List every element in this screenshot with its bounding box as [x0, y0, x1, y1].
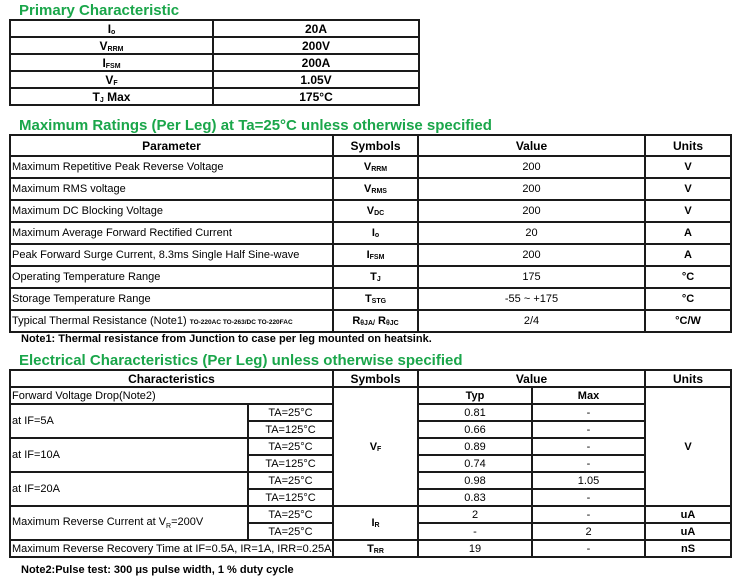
- header-typ: Typ: [418, 387, 532, 404]
- symbol-main: T: [367, 542, 374, 555]
- parameter-label: Maximum RMS voltage: [12, 183, 126, 195]
- electrical-characteristics-title: Electrical Characteristics (Per Leg) unless otherwise specified: [19, 352, 463, 369]
- table-row: [10, 387, 731, 404]
- symbol-subscript: J: [376, 276, 381, 283]
- recovery-time-label: Maximum Reverse Recovery Time at IF=0.5A, IR=1A, IRR=0.25A: [10, 540, 333, 557]
- typ-cell: 2: [418, 506, 532, 523]
- primary-value: 175°C: [213, 88, 419, 105]
- unit-cell: °C: [645, 288, 731, 310]
- parameter-cell: [10, 200, 333, 222]
- temperature-cell: TA=25°C: [248, 404, 333, 421]
- typ-cell: 0.66: [418, 421, 532, 438]
- condition-label: at IF=5A: [10, 404, 248, 438]
- unit-cell: V: [645, 156, 731, 178]
- unit-cell: V: [645, 178, 731, 200]
- symbol-main-2: R: [374, 315, 386, 327]
- symbol-main: I: [371, 227, 375, 239]
- label-text: =200V: [171, 515, 204, 528]
- symbol-cell: [333, 178, 418, 200]
- table-row: [10, 54, 419, 71]
- symbol-main: V: [363, 161, 372, 173]
- value-cell: 200: [418, 200, 645, 222]
- parameter-packages: TO-220AC TO-263/DC TO-220FAC: [189, 319, 293, 326]
- max-cell: 2: [532, 523, 645, 540]
- unit-cell: V: [645, 200, 731, 222]
- label-subscript: R: [166, 523, 172, 531]
- header-value: Value: [418, 370, 645, 387]
- symbol-subscript: R: [374, 522, 380, 529]
- temperature-cell: TA=25°C: [248, 472, 333, 489]
- max-cell: -: [532, 540, 645, 557]
- table-row: [10, 178, 731, 200]
- symbol-subscript: F: [113, 79, 118, 87]
- symbol-subscript: J: [99, 96, 104, 104]
- primary-characteristic-table: [9, 19, 420, 106]
- primary-value: 20A: [213, 20, 419, 37]
- vf-symbol: [333, 387, 418, 506]
- unit-cell: uA: [645, 523, 731, 540]
- max-ratings-table: [9, 134, 732, 333]
- symbol-cell: [333, 310, 418, 332]
- table-row: [10, 20, 419, 37]
- symbol-main: T: [364, 293, 372, 305]
- max-cell: -: [532, 404, 645, 421]
- max-cell: -: [532, 455, 645, 472]
- typ-cell: -: [418, 523, 532, 540]
- symbol-cell: [333, 222, 418, 244]
- symbol-subscript: RMS: [371, 188, 387, 195]
- unit-cell: A: [645, 222, 731, 244]
- max-ratings-title: Maximum Ratings (Per Leg) at Ta=25°C unless otherwise specified: [19, 117, 492, 134]
- symbol-main: I: [366, 249, 370, 261]
- primary-characteristic-title: Primary Characteristic: [19, 2, 180, 19]
- primary-value: 200A: [213, 54, 419, 71]
- symbol-main: V: [99, 38, 108, 53]
- max-cell: -: [532, 438, 645, 455]
- value-cell: 175: [418, 266, 645, 288]
- symbol-main: T: [92, 89, 100, 104]
- symbol-subscript: o: [111, 28, 116, 36]
- temperature-cell: TA=125°C: [248, 489, 333, 506]
- ir-symbol: [333, 506, 418, 540]
- forward-voltage-label: Forward Voltage Drop(Note2): [10, 387, 333, 404]
- max-cell: -: [532, 506, 645, 523]
- vf-unit: V: [645, 387, 731, 506]
- symbol-subscript: STG: [371, 298, 387, 305]
- trr-symbol: [333, 540, 418, 557]
- symbol-main: I: [107, 21, 112, 36]
- primary-symbol: [10, 37, 213, 54]
- parameter-cell: [10, 266, 333, 288]
- symbol-subscript-2: θJC: [385, 320, 399, 327]
- unit-cell: uA: [645, 506, 731, 523]
- header-row: [10, 370, 731, 387]
- condition-label: at IF=20A: [10, 472, 248, 506]
- symbol-subscript: θJA/: [360, 320, 375, 327]
- typ-cell: 0.83: [418, 489, 532, 506]
- parameter-label: Typical Thermal Resistance (Note1): [12, 315, 187, 327]
- symbol-cell: [333, 244, 418, 266]
- table-row: [10, 88, 419, 105]
- parameter-cell: [10, 244, 333, 266]
- table-row: [10, 540, 731, 557]
- parameter-label: Maximum DC Blocking Voltage: [12, 205, 164, 217]
- table-row: [10, 506, 731, 523]
- table-row: [10, 288, 731, 310]
- symbol-main: I: [371, 517, 375, 529]
- typ-cell: 0.89: [418, 438, 532, 455]
- header-units: Units: [645, 135, 731, 156]
- symbol-main: V: [369, 440, 378, 453]
- symbol-cell: [333, 200, 418, 222]
- symbol-subscript: DC: [374, 210, 385, 217]
- label-text: Maximum Reverse Current at V: [12, 515, 167, 528]
- symbol-main: T: [370, 271, 377, 283]
- parameter-label: Operating Temperature Range: [12, 271, 161, 283]
- table-row: [10, 71, 419, 88]
- typ-cell: 0.98: [418, 472, 532, 489]
- header-max: Max: [532, 387, 645, 404]
- header-characteristics: Characteristics: [10, 370, 333, 387]
- parameter-cell: [10, 288, 333, 310]
- reverse-current-label: [10, 506, 248, 540]
- unit-cell: °C/W: [645, 310, 731, 332]
- symbol-subscript: o: [374, 232, 380, 239]
- symbol-main: R: [352, 315, 361, 327]
- value-cell: 20: [418, 222, 645, 244]
- condition-label: at IF=10A: [10, 438, 248, 472]
- symbol-main: V: [364, 183, 372, 195]
- primary-value: 200V: [213, 37, 419, 54]
- temperature-cell: TA=25°C: [248, 438, 333, 455]
- header-units: Units: [645, 370, 731, 387]
- value-cell: 200: [418, 178, 645, 200]
- table-row: [10, 200, 731, 222]
- note2: Note2:Pulse test: 300 μs pulse width, 1 % duty cycle: [21, 564, 294, 576]
- unit-cell: A: [645, 244, 731, 266]
- temperature-cell: TA=25°C: [248, 523, 333, 540]
- header-parameter: Parameter: [10, 135, 333, 156]
- parameter-label: Maximum Average Forward Rectified Current: [12, 227, 232, 239]
- parameter-label: Storage Temperature Range: [12, 293, 151, 305]
- symbol-subscript: F: [377, 445, 382, 453]
- electrical-characteristics-table: [9, 369, 732, 558]
- temperature-cell: TA=25°C: [248, 506, 333, 523]
- header-symbols: Symbols: [333, 370, 418, 387]
- symbol-main: I: [102, 55, 106, 70]
- table-row: [10, 244, 731, 266]
- symbol-subscript: RRM: [371, 166, 388, 173]
- temperature-cell: TA=125°C: [248, 421, 333, 438]
- symbol-subscript: FSM: [369, 254, 385, 261]
- table-row: [10, 310, 731, 332]
- typ-cell: 0.81: [418, 404, 532, 421]
- symbol-subscript: FSM: [105, 62, 121, 70]
- primary-symbol: [10, 88, 213, 105]
- max-cell: -: [532, 489, 645, 506]
- typ-cell: 0.74: [418, 455, 532, 472]
- primary-symbol: [10, 71, 213, 88]
- parameter-cell: [10, 178, 333, 200]
- parameter-cell: [10, 156, 333, 178]
- symbol-subscript: RR: [373, 547, 384, 555]
- max-cell: 1.05: [532, 472, 645, 489]
- table-row: [10, 37, 419, 54]
- symbol-suffix: Max: [103, 89, 131, 104]
- max-cell: -: [532, 421, 645, 438]
- header-value: Value: [418, 135, 645, 156]
- table-row: [10, 266, 731, 288]
- note1: Note1: Thermal resistance from Junction to case per leg mounted on heatsink.: [21, 333, 432, 345]
- typ-cell: 19: [418, 540, 532, 557]
- symbol-cell: [333, 288, 418, 310]
- value-cell: 200: [418, 244, 645, 266]
- symbol-cell: [333, 156, 418, 178]
- primary-symbol: [10, 20, 213, 37]
- temperature-cell: TA=125°C: [248, 455, 333, 472]
- symbol-subscript: RRM: [107, 45, 124, 53]
- value-cell: 200: [418, 156, 645, 178]
- primary-value: 1.05V: [213, 71, 419, 88]
- parameter-cell: [10, 310, 333, 332]
- header-symbols: Symbols: [333, 135, 418, 156]
- unit-cell: °C: [645, 266, 731, 288]
- table-row: [10, 222, 731, 244]
- parameter-label: Maximum Repetitive Peak Reverse Voltage: [12, 161, 224, 173]
- value-cell: 2/4: [418, 310, 645, 332]
- parameter-cell: [10, 222, 333, 244]
- parameter-label: Peak Forward Surge Current, 8.3ms Single Half Sine-wave: [12, 249, 300, 261]
- symbol-main: V: [105, 72, 114, 87]
- symbol-cell: [333, 266, 418, 288]
- value-cell: -55 ~ +175: [418, 288, 645, 310]
- table-row: [10, 156, 731, 178]
- primary-symbol: [10, 54, 213, 71]
- unit-cell: nS: [645, 540, 731, 557]
- symbol-main: V: [366, 205, 375, 217]
